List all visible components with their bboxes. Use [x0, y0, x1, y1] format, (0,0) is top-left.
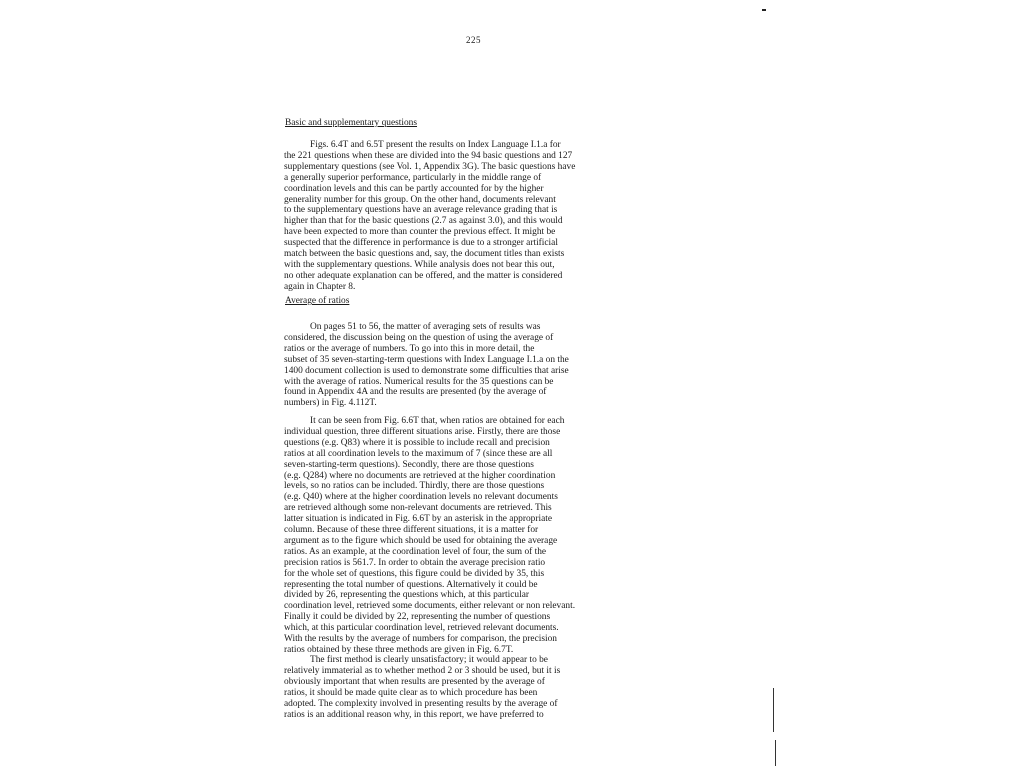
paragraph-line: obviously important that when results are presented by the average of	[284, 676, 545, 687]
paragraph-line: latter situation is indicated in Fig. 6.6T by an asterisk in the appropriate	[284, 514, 552, 525]
paragraph-line: On pages 51 to 56, the matter of averaging sets of results was	[310, 322, 541, 332]
section-heading: Average of ratios	[285, 296, 350, 306]
paragraph-line: to the supplementary questions have an average relevance grading that is	[284, 205, 558, 216]
paragraph-line: ratios is an additional reason why, in this report, we have preferred to	[284, 709, 544, 720]
paragraph-line: the 221 questions when these are divided into the 94 basic questions and 127	[284, 150, 573, 161]
paragraph-line: adopted. The complexity involved in presenting results by the average of	[284, 698, 558, 709]
paragraph-line: supplementary questions (see Vol. 1, Appendix 3G). The basic questions have	[284, 161, 576, 172]
paragraph-line: no other adequate explanation can be offered, and the matter is considered	[284, 270, 563, 281]
paragraph-line: ratios or the average of numbers. To go into this in more detail, the	[284, 343, 535, 354]
paragraph-line: (e.g. Q284) where no documents are retrieved at the higher coordination	[284, 470, 556, 481]
paragraph-line: higher than that for the basic questions (2.7 as against 3.0), and this would	[284, 216, 563, 227]
paragraph-line: again in Chapter 8.	[284, 281, 356, 292]
paragraph-line: with the supplementary questions. While analysis does not bear this out,	[284, 259, 555, 270]
paragraph-line: coordination level, retrieved some documents, either relevant or non relevant.	[284, 601, 576, 612]
paragraph-line: Finally it could be divided by 22, representing the number of questions	[284, 612, 551, 623]
paragraph-line: ratios. As an example, at the coordination level of four, the sum of the	[284, 546, 547, 557]
paragraph-line: ratios, it should be made quite clear as to which procedure has been	[284, 687, 538, 698]
paragraph-line: argument as to the figure which should be used for obtaining the average	[284, 535, 558, 546]
paragraph-line: a generally superior performance, particularly in the middle range of	[284, 172, 542, 183]
paragraph-line: relatively immaterial as to whether method 2 or 3 should be used, but it is	[284, 665, 561, 676]
paragraph-line: divided by 26, representing the questions which, at this particular	[284, 590, 529, 601]
page-number: 225	[466, 35, 481, 45]
paragraph-line: coordination levels and this can be partly accounted for by the higher	[284, 183, 544, 194]
paragraph-line: levels, so no ratios can be included. Thirdly, there are those questions	[284, 481, 545, 492]
paragraph-line: found in Appendix 4A and the results are presented (by the average of	[284, 387, 547, 398]
paragraph-line: which, at this particular coordination level, retrieved relevant documents.	[284, 623, 559, 634]
paragraph-line: match between the basic questions and, say, the document titles than exists	[284, 249, 565, 259]
paragraph-line: It can be seen from Fig. 6.6T that, when ratios are obtained for each	[310, 416, 565, 426]
paragraph-line: precision ratios is 561.7. In order to obtain the average precision ratio	[284, 557, 546, 568]
paragraph-line: suspected that the difference in performance is due to a stronger artificial	[284, 238, 558, 249]
paragraph-line: subset of 35 seven-starting-term questions with Index Language I.1.a on the	[284, 354, 569, 365]
scan-speck	[762, 9, 766, 11]
paragraph-line: The first method is clearly unsatisfactory; it would appear to be	[310, 655, 548, 665]
paragraph-line: numbers) in Fig. 4.112T.	[284, 398, 377, 409]
paragraph-line: representing the total number of questions. Alternatively it could be	[284, 579, 538, 590]
paragraph-line: individual question, three different situations arise. Firstly, there are those	[284, 426, 561, 437]
paragraph-line: are retrieved although some non-relevant documents are retrieved. This	[284, 503, 552, 514]
paragraph-line: 1400 document collection is used to demonstrate some difficulties that arise	[284, 365, 569, 376]
paragraph-line: questions (e.g. Q83) where it is possible to include recall and precision	[284, 437, 550, 448]
paragraph-line: seven-starting-term questions). Secondly, there are those questions	[284, 459, 534, 470]
paragraph-line: for the whole set of questions, this figure could be divided by 35, this	[284, 568, 545, 579]
paragraph-line: ratios at all coordination levels to the maximum of 7 (since these are all	[284, 448, 553, 459]
paragraph-line: have been expected to more than counter the previous effect. It might be	[284, 227, 556, 238]
paragraph-line: with the average of ratios. Numerical results for the 35 questions can be	[284, 376, 554, 387]
paragraph-line: ratios obtained by these three methods are given in Fig. 6.7T.	[284, 644, 514, 655]
section-heading: Basic and supplementary questions	[285, 118, 418, 128]
paragraph-line: With the results by the average of numbers for comparison, the precision	[284, 634, 557, 644]
paragraph-line: column. Because of these three different situations, it is a matter for	[284, 525, 539, 535]
scan-edge-mark	[775, 740, 776, 766]
paragraph-line: generality number for this group. On the other hand, documents relevant	[284, 194, 556, 205]
paragraph-line: considered, the discussion being on the question of using the average of	[284, 332, 554, 343]
scan-edge-mark	[773, 688, 774, 732]
paragraph-line: Figs. 6.4T and 6.5T present the results on Index Language I.1.a for	[310, 140, 561, 150]
paragraph-line: (e.g. Q40) where at the higher coordination levels no relevant documents	[284, 492, 558, 503]
